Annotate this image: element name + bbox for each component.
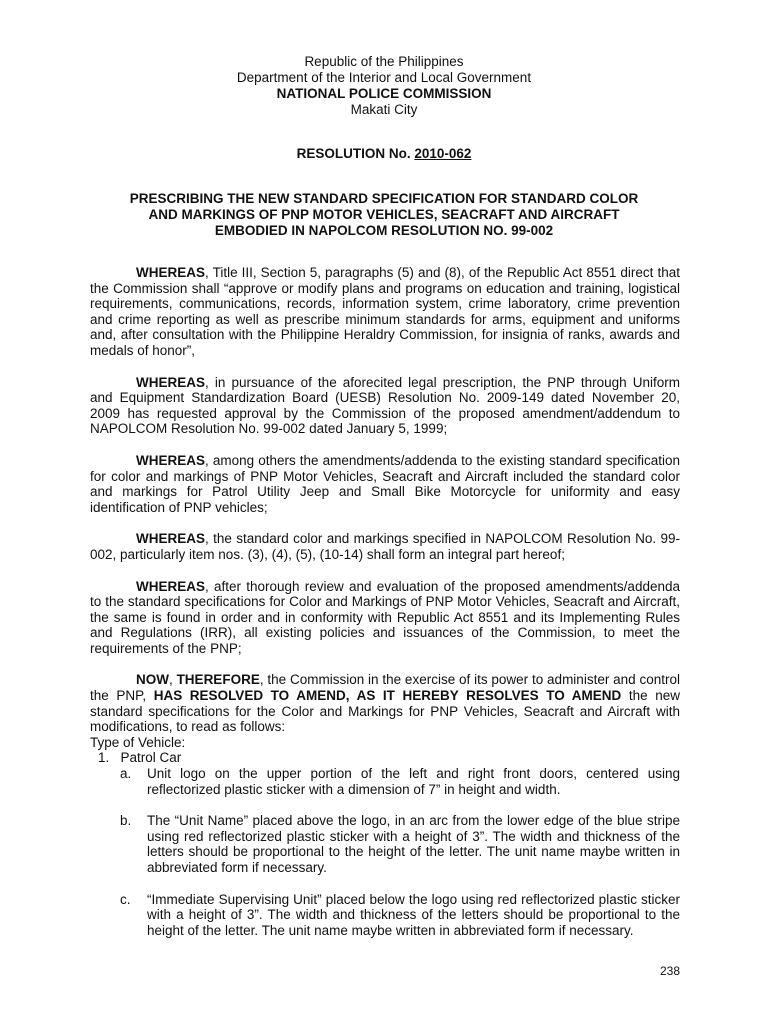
commission-name: NATIONAL POLICE COMMISSION [276, 86, 492, 101]
city-line: Makati City [350, 102, 418, 117]
whereas-text: , Title III, Section 5, paragraphs (5) and (8), of the Republic Act 8551 direct that the Commission shall “approve or modify plans and programs on education and training, logistical requirements, communications, records, information system, crime laboratory, crime prevention and crime reporting as well as prescribe minimum standards for arms, equipment and uniforms and, after consultation with the Philippine Heraldry Commission, for insignia of ranks, awards and medals of honor”, [90, 265, 680, 358]
sub-item [120, 892, 680, 939]
whereas-lead: WHEREAS [136, 578, 206, 594]
whereas-clause [90, 265, 680, 359]
list-item: 1. Patrol Car [98, 750, 182, 766]
now-lead: NOW [136, 672, 169, 688]
resolution-number [90, 146, 678, 162]
republic-line: Republic of the Philippines [304, 54, 464, 69]
whereas-text: , the standard color and markings specified in NAPOLCOM Resolution No. 99-002, particularly item nos. (3), (4), (5), (10-14) shall form an integral part hereof; [90, 531, 680, 562]
page-number: 238 [659, 964, 680, 978]
title-line: EMBODIED IN NAPOLCOM RESOLUTION NO. 99-002 [214, 223, 554, 238]
resolution-label: RESOLUTION No. [296, 146, 415, 161]
sub-item-letter: b. [120, 813, 132, 829]
sub-item-text: Unit logo on the upper portion of the left and right front doors, centered using reflectorized plastic sticker with a dimension of 7” in height and width. [147, 766, 680, 797]
clause-text: , the Commission in the exercise of its power to administer and control the PNP, [90, 672, 680, 704]
sub-item [120, 813, 680, 875]
resolution-number-value: 2010-062 [414, 146, 472, 161]
title-line: AND MARKINGS OF PNP MOTOR VEHICLES, SEACRAFT AND AIRCRAFT [148, 207, 620, 222]
sub-item-text: “Immediate Supervising Unit” placed below the logo using red reflectorized plastic sticker with a height of 3”. The width and thickness of the letters should be proportional to the height of the letter. The unit name maybe written in abbreviated form if necessary. [147, 891, 680, 938]
whereas-lead: WHEREAS [136, 452, 206, 468]
sub-item [120, 766, 680, 797]
sub-item-text: The “Unit Name” placed above the logo, in an arc from the lower edge of the blue stripe using red reflectorized plastic sticker with a height of 3”. The width and thickness of the letters should be proportional to the height of the letter. The unit name maybe written in abbreviated form if necessary. [147, 813, 680, 875]
clause-text: the new standard specifications for the Color and Markings for PNP Vehicles, Seacraft and Aircraft with modifications, to read as follows: [90, 688, 680, 735]
sub-item-letter: a. [120, 766, 132, 782]
resolved-clause: HAS RESOLVED TO AMEND, AS IT HEREBY RESOLVES TO AMEND [153, 688, 622, 704]
letterhead [0, 54, 768, 118]
whereas-clause [90, 453, 680, 515]
vehicle-type-label: Type of Vehicle: [90, 734, 186, 750]
therefore-lead: THEREFORE [176, 672, 260, 688]
whereas-clause [90, 375, 680, 437]
whereas-lead: WHEREAS [136, 374, 206, 390]
resolution-title [90, 191, 678, 239]
now-therefore-clause [90, 672, 680, 734]
whereas-text: , among others the amendments/addenda to the existing standard specification for color and markings of PNP Motor Vehicles, Seacraft and Aircraft included the standard color and markings for Patrol Utility Jeep and Small Bike Motorcycle for uniformity and easy identification of PNP vehicles; [90, 452, 680, 515]
whereas-clause [90, 531, 680, 562]
resolution-body [90, 265, 680, 954]
sub-item-letter: c. [120, 891, 131, 907]
department-line: Department of the Interior and Local Government [236, 70, 532, 85]
whereas-text: , after thorough review and evaluation of the proposed amendments/addenda to the standard specifications for Color and Markings of PNP Motor Vehicles, Seacraft and Aircraft, the same is found in order and in conformity with Republic Act 8551 and its Implementing Rules and Regulations (IRR), all existing policies and issuances of the Commission, to meet the requirements of the PNP; [90, 578, 680, 656]
whereas-text: , in pursuance of the aforecited legal prescription, the PNP through Uniform and Equipment Standardization Board (UESB) Resolution No. 2009-149 dated November 20, 2009 has requested approval by the Commission of the proposed amendment/addendum to NAPOLCOM Resolution No. 99-002 dated January 5, 1999; [90, 374, 680, 437]
whereas-clause [90, 579, 680, 657]
title-line: PRESCRIBING THE NEW STANDARD SPECIFICATION FOR STANDARD COLOR [129, 191, 639, 206]
whereas-lead: WHEREAS [136, 265, 206, 280]
clause-text: , [169, 672, 177, 688]
whereas-lead: WHEREAS [136, 531, 206, 547]
